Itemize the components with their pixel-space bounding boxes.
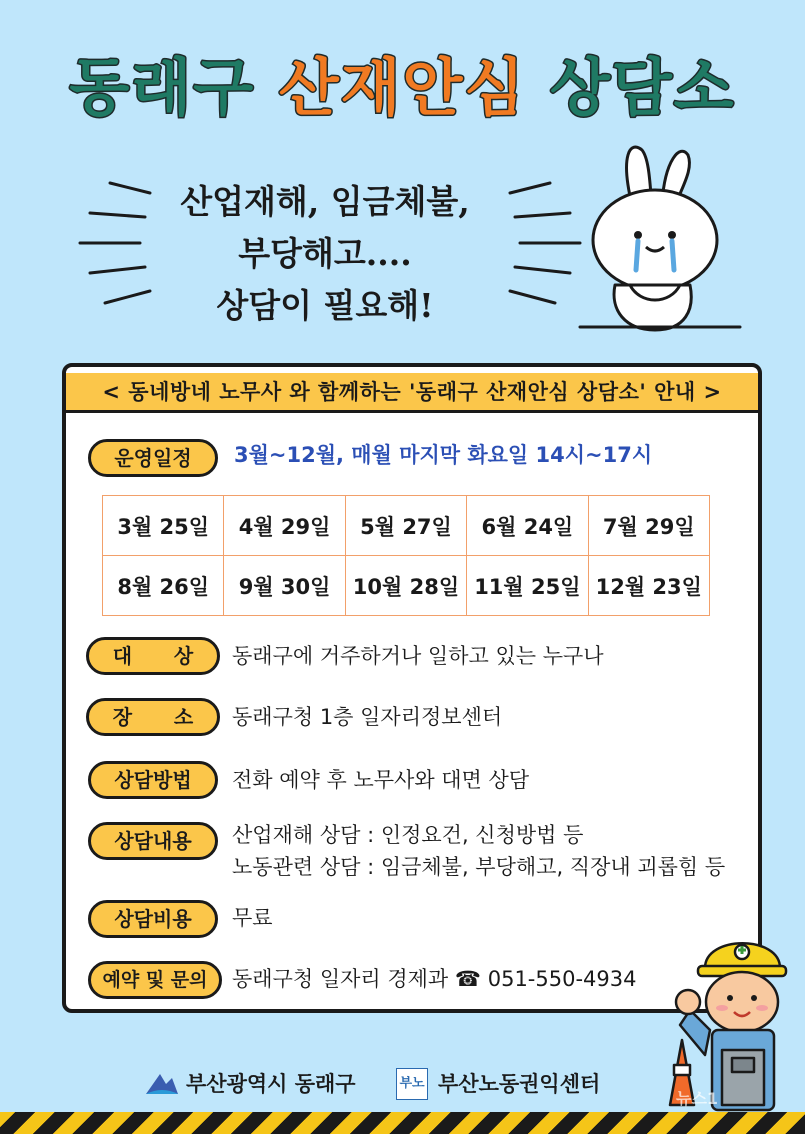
method-value: 전화 예약 후 노무사와 대면 상담 (232, 768, 530, 792)
contact-label: 예약 및 문의 (88, 961, 222, 999)
caution-stripe (0, 1112, 805, 1134)
content-label: 상담내용 (88, 822, 218, 860)
footer (0, 1066, 805, 1106)
cost-label: 상담비용 (88, 900, 218, 938)
title-part-sangdamso: 상담소 (549, 51, 736, 124)
place-value: 동래구청 1층 일자리정보센터 (232, 705, 503, 729)
method-label: 상담방법 (88, 761, 218, 799)
busan-dongnae-label: 부산광역시 동래구 (186, 1072, 356, 1096)
speech-line: 산업재해, 임금체불, (180, 182, 470, 221)
date-cell: 8월 26일 (103, 556, 224, 616)
title-part-sanjae: 산재안심 (278, 51, 527, 124)
date-cell: 5월 27일 (345, 496, 466, 556)
date-cell: 9월 30일 (224, 556, 345, 616)
date-cell: 3월 25일 (103, 496, 224, 556)
content-value-line2: 노동관련 상담 : 임금체불, 부당해고, 직장내 괴롭힘 등 (232, 855, 726, 879)
date-cell: 6월 24일 (467, 496, 588, 556)
speech-line: 상담이 필요해! (216, 286, 434, 325)
table-row (103, 496, 710, 556)
speech-text (140, 176, 510, 332)
place-label: 장 소 (86, 698, 220, 736)
date-cell: 7월 29일 (588, 496, 709, 556)
table-row (103, 556, 710, 616)
target-label: 대 상 (86, 637, 220, 675)
contact-value: 동래구청 일자리 경제과 ☎ 051-550-4934 (232, 967, 637, 991)
labor-center-logo-icon: 부노 (396, 1068, 428, 1100)
date-cell: 12월 23일 (588, 556, 709, 616)
schedule-value: 3월~12월, 매월 마지막 화요일 14시~17시 (234, 443, 653, 467)
content-value-line1: 산업재해 상담 : 인정요건, 신청방법 등 (232, 823, 584, 847)
labor-center-label: 부산노동권익센터 (438, 1072, 601, 1096)
date-cell: 4월 29일 (224, 496, 345, 556)
schedule-dates-table (102, 495, 710, 616)
speech-line: 부당해고.... (238, 234, 412, 273)
schedule-label: 운영일정 (88, 439, 218, 477)
cost-value: 무료 (232, 906, 273, 930)
info-card (62, 363, 762, 1013)
busan-logo-icon (144, 1070, 180, 1098)
date-cell: 10월 28일 (345, 556, 466, 616)
page-title (0, 38, 805, 127)
date-cell: 11월 25일 (467, 556, 588, 616)
watermark: 뉴스1 (676, 1089, 719, 1108)
title-part-dongnae: 동래구 (69, 51, 256, 124)
crying-bunny-icon (570, 135, 750, 335)
target-value: 동래구에 거주하거나 일하고 있는 누구나 (232, 644, 604, 668)
card-header: < 동네방네 노무사 와 함께하는 '동래구 산재안심 상담소' 안내 > (66, 373, 758, 413)
